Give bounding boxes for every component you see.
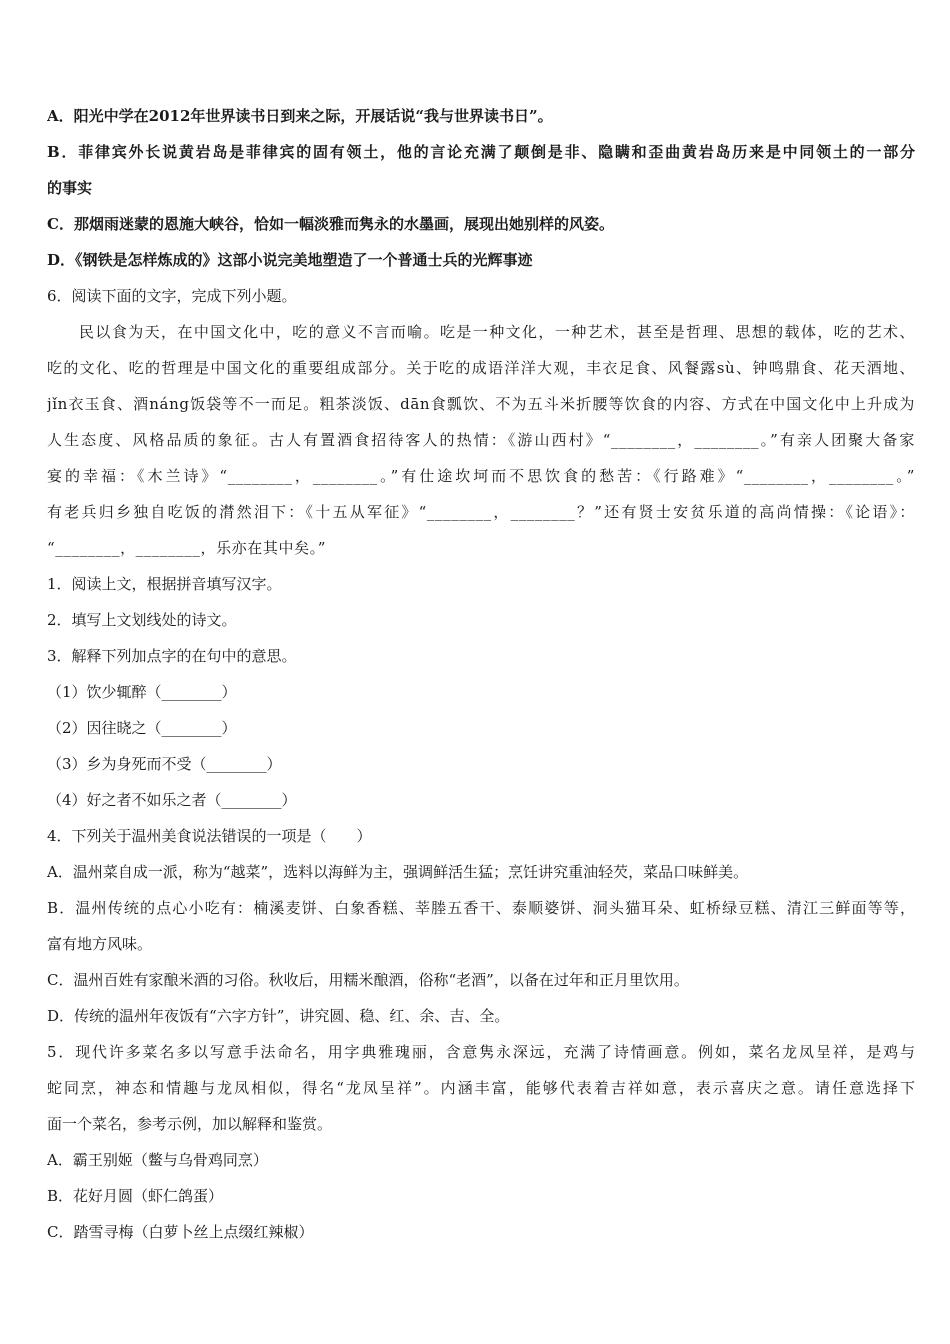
q4-option-c: C．温州百姓有家酿米酒的习俗。秋收后，用糯米酿酒，俗称“老酒”，以备在过年和正月里饮用。 — [47, 971, 689, 989]
option-a-prev: A．阳光中学在2012年世界读书日到来之际，开展话说“我与世界读书日”。 — [47, 107, 553, 125]
sub-question-3: 3．解释下列加点字的在句中的意思。 — [47, 647, 297, 665]
explain-item-3: （3）乡为身死而不受（________） — [47, 755, 282, 773]
question-5-stem-end: 面一个菜名，参考示例，加以解释和鉴赏。 — [47, 1115, 333, 1133]
sub-question-1: 1．阅读上文，根据拼音填写汉字。 — [47, 575, 282, 593]
passage-line: 宴的幸福：《木兰诗》“________，________。”有仕途坎坷而不思饮食的愁苦：《行路难》“________，________。” — [47, 467, 915, 485]
explain-item-4: （4）好之者不如乐之者（________） — [47, 791, 297, 809]
q4-option-a: A．温州菜自成一派，称为“越菜”，选料以海鲜为主，强调鲜活生猛；烹饪讲究重油轻芡，菜品口味鲜美。 — [47, 863, 749, 881]
q5-option-c: C．踏雪寻梅（白萝卜丝上点缀红辣椒） — [47, 1223, 314, 1241]
passage-line: 人生态度、风格品质的象征。古人有置酒食招待客人的热情：《游山西村》“________，________。”有亲人团聚大备家 — [47, 431, 915, 449]
q4-option-d: D．传统的温州年夜饭有“六字方针”，讲究圆、稳、红、余、吉、全。 — [47, 1007, 510, 1025]
option-b-prev: B．菲律宾外长说黄岩岛是菲律宾的固有领土，他的言论充满了颠倒是非、隐瞒和歪曲黄岩岛历来是中同领土的一部分 — [47, 143, 915, 161]
explain-item-2: （2）因往晓之（________） — [47, 719, 237, 737]
document-page — [47, 98, 915, 1250]
passage-line: “________，________，乐亦在其中矣。” — [47, 539, 327, 557]
option-d-prev: D．《钢铁是怎样炼成的》这部小说完美地塑造了一个普通士兵的光辉事迹 — [47, 251, 533, 269]
sub-question-2: 2．填写上文划线处的诗文。 — [47, 611, 237, 629]
q4-option-b-cont: 富有地方风味。 — [47, 935, 153, 953]
question-6-title: 6．阅读下面的文字，完成下列小题。 — [47, 287, 297, 305]
explain-item-1: （1）饮少辄醉（________） — [47, 683, 237, 701]
question-4-stem: 4．下列关于温州美食说法错误的一项是（ ） — [47, 827, 372, 845]
option-b-prev-cont: 的事实 — [47, 179, 93, 197]
passage-line: 民以食为天，在中国文化中，吃的意义不言而喻。吃是一种文化，一种艺术，甚至是哲理、思想的载体，吃的艺术、 — [79, 323, 915, 341]
passage-line: 吃的文化、吃的哲理是中国文化的重要组成部分。关于吃的成语洋洋大观，丰衣足食、风餐露sù、钟鸣鼎食、花天酒地、 — [47, 359, 915, 377]
q5-option-b: B．花好月圆（虾仁鸽蛋） — [47, 1187, 224, 1205]
question-5-stem: 5．现代许多菜名多以写意手法命名，用字典雅瑰丽，含意隽永深远，充满了诗情画意。例如，菜名龙凤呈祥，是鸡与 — [47, 1043, 915, 1061]
question-5-stem-cont: 蛇同烹，神态和情趣与龙凤相似，得名“龙凤呈祥”。内涵丰富，能够代表着吉祥如意，表示喜庆之意。请任意选择下 — [47, 1079, 915, 1097]
option-c-prev: C．那烟雨迷蒙的恩施大峡谷，恰如一幅淡雅而隽永的水墨画，展现出她别样的风姿。 — [47, 215, 614, 233]
q4-option-b: B．温州传统的点心小吃有：楠溪麦饼、白象香糕、莘塍五香干、泰顺婆饼、洞头猫耳朵、虹桥绿豆糕、清江三鲜面等等， — [47, 899, 915, 917]
passage-line: 有老兵归乡独自吃饭的潸然泪下：《十五从军征》“________，________？”还有贤士安贫乐道的高尚情操：《论语》： — [47, 503, 915, 521]
q5-option-a: A．霸王别姬（鳖与乌骨鸡同烹） — [47, 1151, 268, 1169]
passage-line: jǐn衣玉食、酒náng饭袋等不一而足。粗茶淡饭、dān食瓢饮、不为五斗米折腰等饮食的内容、方式在中国文化中上升成为 — [47, 395, 915, 413]
